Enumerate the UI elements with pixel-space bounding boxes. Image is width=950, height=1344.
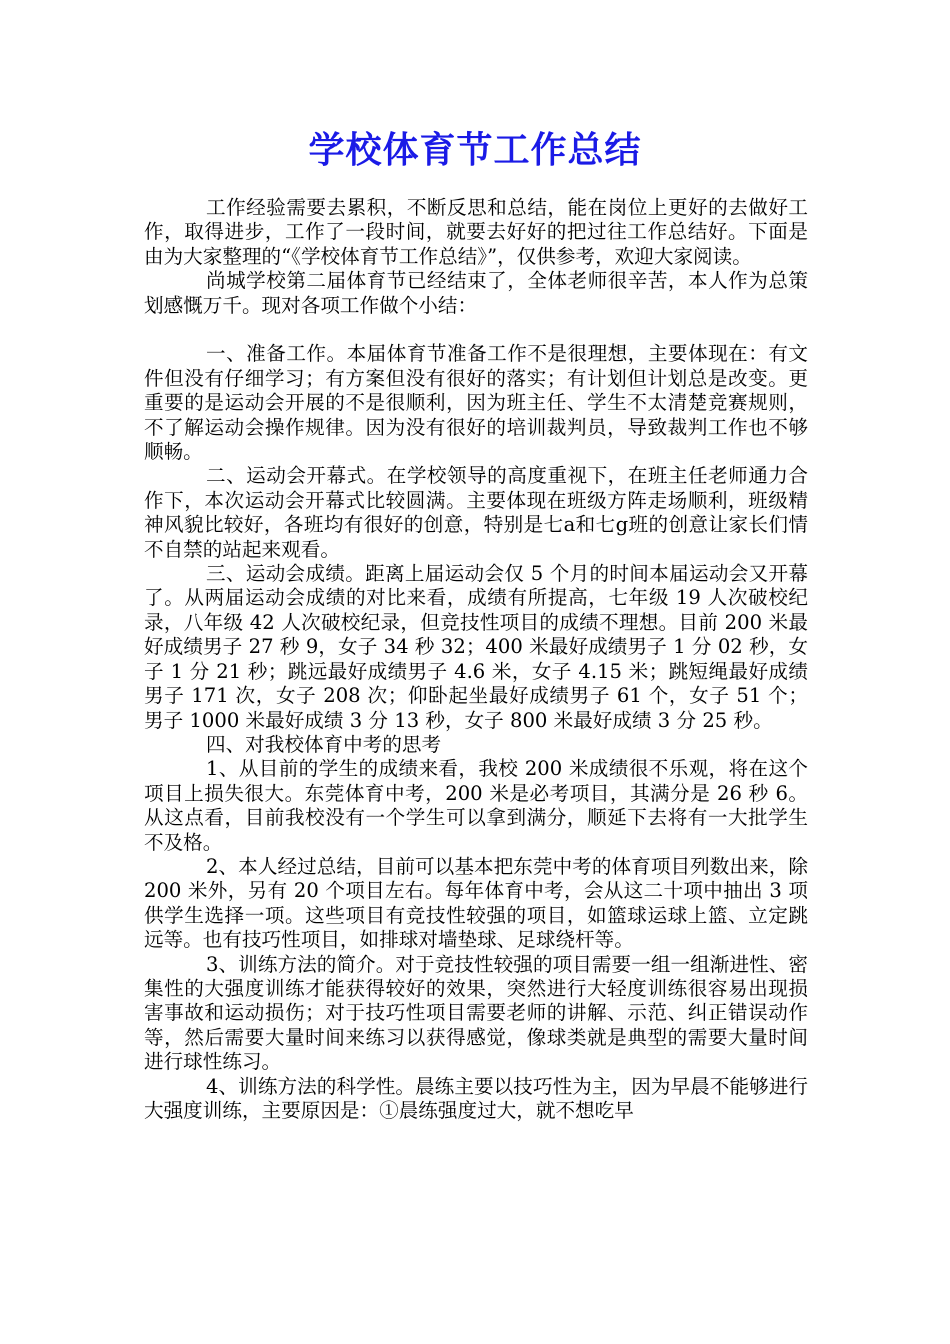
section-preparation: 一、准备工作。本届体育节准备工作不是很理想，主要体现在：有文件但没有仔细学习；有方案但没有很好的落实；有计划但计划总是改变。更重要的是运动会开展的不是很顺利，因为班主任、学生不太清楚竞赛规则，不了解运动会操作规律。因为没有很好的培训裁判员，导致裁判工作也不够顺畅。	[144, 342, 808, 464]
document-body	[144, 196, 808, 1123]
intro-paragraph: 工作经验需要去累积，不断反思和总结，能在岗位上更好的去做好工作，取得进步，工作了一段时间，就要去好好的把过往工作总结好。下面是由为大家整理的“《学校体育节工作总结》”，仅供参考，欢迎大家阅读。	[144, 196, 808, 268]
thought-item-3: 3、训练方法的简介。对于竞技性较强的项目需要一组一组渐进性、密集性的大强度训练才能获得较好的效果，突然进行大轻度训练很容易出现损害事故和运动损伤；对于技巧性项目需要老师的讲解、示范、纠正错误动作等，然后需要大量时间来练习以获得感觉，像球类就是典型的需要大量时间进行球性练习。	[144, 952, 808, 1074]
thought-item-4: 4、训练方法的科学性。晨练主要以技巧性为主，因为早晨不能够进行大强度训练，主要原因是：①晨练强度过大，就不想吃早	[144, 1074, 808, 1123]
document-title: 学校体育节工作总结	[308, 129, 642, 171]
blank-line	[144, 318, 808, 342]
section-opening-ceremony: 二、运动会开幕式。在学校领导的高度重视下，在班主任老师通力合作下，本次运动会开幕式比较圆满。主要体现在班级方阵走场顺利，班级精神风貌比较好，各班均有很好的创意，特别是七a和七g班的创意让家长们情不自禁的站起来观看。	[144, 464, 808, 561]
opening-paragraph: 尚城学校第二届体育节已经结束了，全体老师很辛苦，本人作为总策划感慨万千。现对各项工作做个小结：	[144, 269, 808, 317]
section-heading-thoughts: 四、对我校体育中考的思考	[206, 732, 442, 756]
thought-item-1: 1、从目前的学生的成绩来看，我校 200 米成绩很不乐观，将在这个项目上损失很大。东莞体育中考，200 米是必考项目，其满分是 26 秒 6。从这点看，目前我校没有一个学生可以拿到满分，顺延下去将有一大批学生不及格。	[144, 757, 808, 854]
thought-item-2: 2、本人经过总结，目前可以基本把东莞中考的体育项目列数出来，除 200 米外，另有 20 个项目左右。每年体育中考，会从这二十项中抽出 3 项供学生选择一项。这些项目有竞技性较强的项目，如篮球运球上篮、立定跳远等。也有技巧性项目，如排球对墙垫球、足球绕杆等。	[144, 854, 808, 952]
section-results: 三、运动会成绩。距离上届运动会仅 5 个月的时间本届运动会又开幕了。从两届运动会成绩的对比来看，成绩有所提高，七年级 19 人次破校纪录，八年级 42 人次破校纪录，但竞技性项目的成绩不理想。目前 200 米最好成绩男子 27 秒 9，女子 34 秒 32；400 米最好成绩男子 1 分 02 秒，女子 1 分 21 秒；跳远最好成绩男子 4.6 米，女子 4.15 米；跳短绳最好成绩男子 171 次，女子 208 次；仰卧起坐最好成绩男子 61 个，女子 51 个；男子 1000 米最好成绩 3 分 13 秒，女子 800 米最好成绩 3 分 25 秒。	[144, 562, 808, 732]
